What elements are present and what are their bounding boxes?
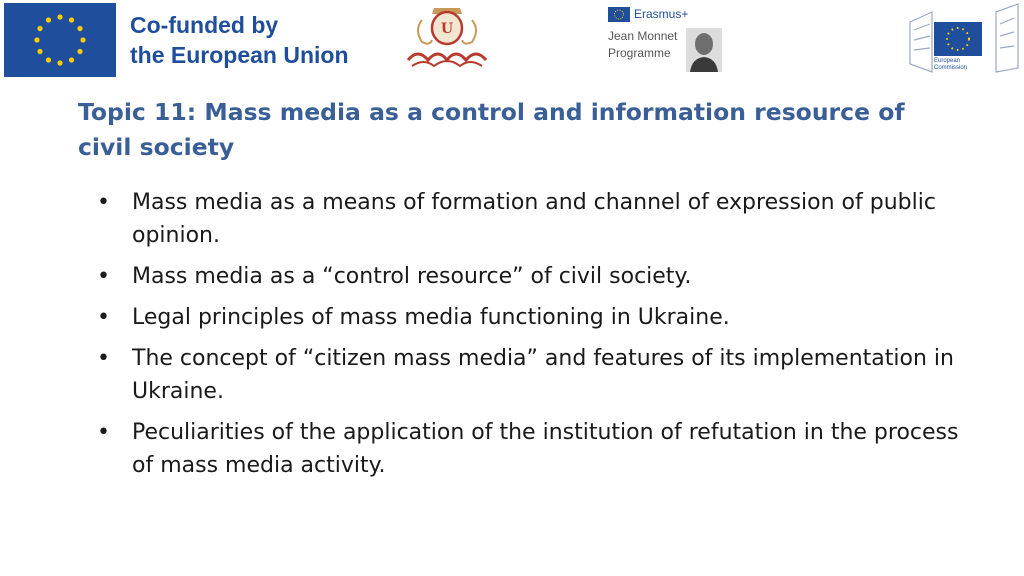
erasmus-flag-icon (608, 7, 630, 22)
bullet-text: Legal principles of mass media functioning in Ukraine. (132, 305, 730, 330)
bullet-text: The concept of “citizen mass media” and features of its implementation in Ukraine. (132, 346, 954, 404)
slide-title (78, 95, 978, 165)
bullet-text: Mass media as a means of formation and channel of expression of public opinion. (132, 190, 936, 248)
slide-title-line-1: Topic 11: Mass media as a control and information resource of (78, 98, 905, 126)
jean-monnet-line-2: Programme (608, 46, 671, 60)
bullet-item (97, 416, 977, 482)
ec-caption-line-1: European (934, 58, 961, 64)
eu-cofunded-line-1: Co-funded by (130, 12, 279, 38)
bullet-list (97, 186, 977, 490)
bullet-dot-icon: • (97, 305, 110, 330)
european-commission-logo (906, 2, 1022, 80)
eu-cofunded-text (130, 10, 349, 70)
jean-monnet-text (608, 28, 686, 72)
logo-bar (0, 0, 1024, 85)
svg-text:U: U (440, 21, 454, 37)
eu-cofunded-line-2: the European Union (130, 42, 349, 68)
ec-caption-line-2: Commission (934, 65, 968, 71)
bullet-item (97, 342, 977, 408)
european-commission-caption (934, 58, 967, 72)
jean-monnet-portrait-icon (686, 28, 722, 72)
bullet-dot-icon: • (97, 346, 110, 371)
erasmus-label: Erasmus+ (634, 7, 689, 21)
bullet-dot-icon: • (97, 264, 110, 289)
bullet-item (97, 301, 977, 334)
eu-flag-icon (4, 3, 116, 77)
eu-cofunded-logo (4, 2, 349, 78)
bullet-text: Peculiarities of the application of the institution of refutation in the process of mass media activity. (132, 420, 959, 478)
bullet-text: Mass media as a “control resource” of civil society. (132, 264, 692, 289)
slide-title-line-2: civil society (78, 133, 235, 161)
bullet-dot-icon: • (97, 420, 110, 445)
erasmus-jean-monnet-logo (608, 4, 728, 76)
bullet-item (97, 186, 977, 252)
university-crest-icon (404, 2, 490, 72)
jean-monnet-line-1: Jean Monnet (608, 29, 678, 43)
bullet-item (97, 260, 977, 293)
bullet-dot-icon: • (97, 190, 110, 215)
